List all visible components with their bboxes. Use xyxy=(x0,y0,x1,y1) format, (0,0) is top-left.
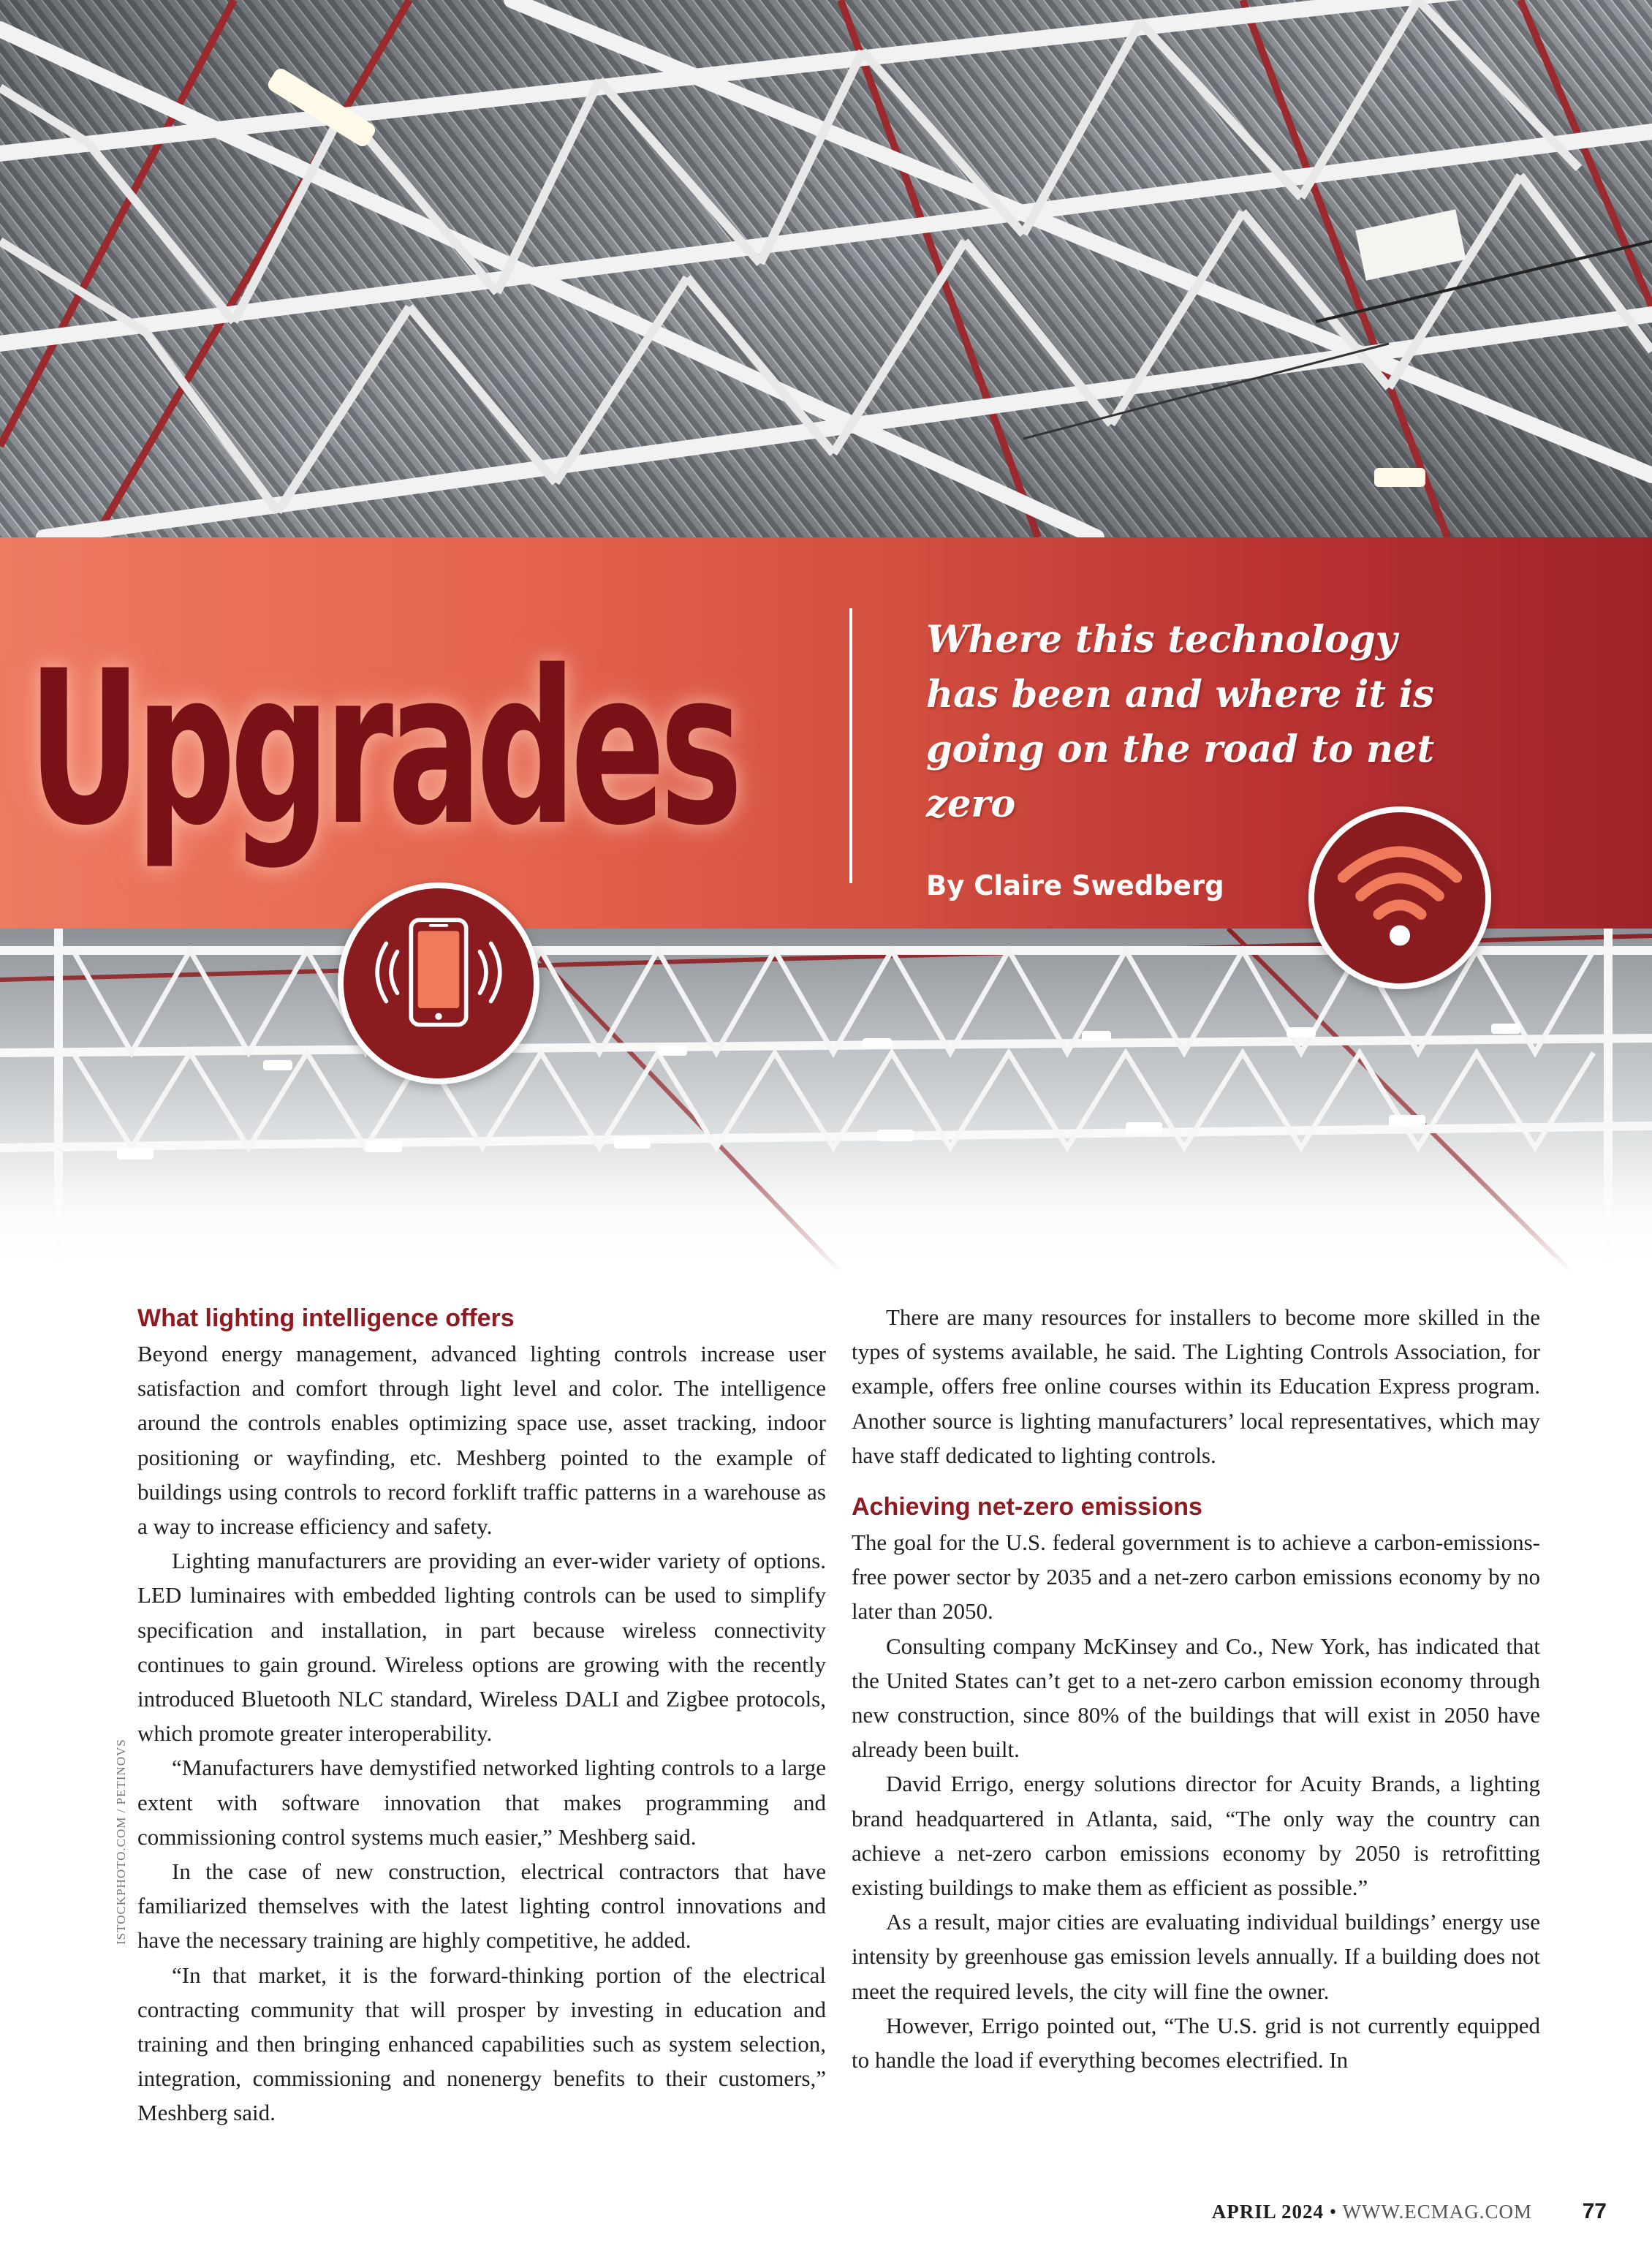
deck-subtitle: Where this technology has been and where it is going on the road to net zero xyxy=(926,618,1434,826)
byline: By Claire Swedberg xyxy=(926,870,1224,901)
website-link[interactable]: WWW.ECMAG.COM xyxy=(1342,2201,1532,2223)
issue-date: APRIL 2024 xyxy=(1211,2201,1325,2223)
truss-ceiling-photo xyxy=(0,0,1652,537)
paragraph: The goal for the U.S. federal government is to achieve a carbon-emissions-free power sector by 2035 and a net-zero carbon emissions economy by no later than 2050. xyxy=(852,1530,1540,1625)
smartphone-signal-icon xyxy=(338,882,539,1084)
paragraph: “In that market, it is the forward-thinking portion of the electrical contracting community that will prosper by investing in education and training and then bringing enhanced capabilities such as system selection, integration, commissioning and nonenergy benefits to their customers,” Meshberg said. xyxy=(137,1962,826,2126)
page-number: 77 xyxy=(1582,2199,1607,2223)
paragraph: As a result, major cities are evaluating individual buildings’ energy use intensity by greenhouse gas emission levels annually. If a building does not meet the required levels, the city will fine the owner. xyxy=(852,1909,1540,2004)
photo-credit: ISTOCKPHOTO.COM / PETINOVS xyxy=(114,1739,128,1945)
footer-separator: • xyxy=(1329,2201,1338,2223)
paragraph: Beyond energy management, advanced lighting controls increase user satisfaction and comfort through light level and color. The intelligence around the controls enables optimizing space use, asset tracking, indoor positioning or wayfinding, etc. Meshberg pointed to the example of buildings using controls to record forklift traffic patterns in a warehouse as a way to increase efficiency and safety. xyxy=(137,1341,826,1540)
paragraph: In the case of new construction, electrical contractors that have familiarized themselves with the latest lighting control innovations and have the necessary training are highly competitive, he added. xyxy=(137,1859,826,1954)
footer-issue xyxy=(1212,2201,1532,2223)
paragraph: However, Errigo pointed out, “The U.S. grid is not currently equipped to handle the load if everything becomes electrified. In xyxy=(852,2012,1540,2073)
headline: Upgrades xyxy=(28,626,738,872)
left-column xyxy=(137,1300,826,2130)
paragraph: David Errigo, energy solutions director for Acuity Brands, a lighting brand headquartered in Atlanta, said, “The only way the country can achieve a net-zero carbon emissions economy by 2050 is retrofitting existing buildings to make them as efficient as possible.” xyxy=(852,1771,1540,1901)
paragraph: Consulting company McKinsey and Co., New York, has indicated that the United States can’t get to a net-zero carbon emission economy through new construction, since 80% of the buildings that will exist in 2050 have already been built. xyxy=(852,1633,1540,1763)
right-column xyxy=(852,1300,1540,2077)
wifi-icon xyxy=(1308,806,1491,989)
section-heading-net-zero: Achieving net-zero emissions xyxy=(852,1493,1202,1521)
paragraph: There are many resources for installers to become more skilled in the types of systems available, he said. The Lighting Controls Association, for example, offers free online courses within its Education Express program. Another source is lighting manufacturers’ local representatives, which may have staff dedicated to lighting controls. xyxy=(852,1304,1540,1468)
vertical-divider xyxy=(849,608,852,883)
paragraph: “Manufacturers have demystified networked lighting controls to a large extent with software innovation that makes programming and commissioning control systems much easier,” Meshberg said. xyxy=(137,1755,826,1850)
section-heading-lighting-intelligence: What lighting intelligence offers xyxy=(137,1304,515,1332)
paragraph: Lighting manufacturers are providing an ever-wider variety of options. LED luminaires with embedded lighting controls can be used to simplify specification and installation, in part because wireless connectivity continues to gain ground. Wireless options are growing with the recently introduced Bluetooth NLC standard, Wireless DALI and Zigbee protocols, which promote greater interoperability. xyxy=(137,1548,826,1747)
